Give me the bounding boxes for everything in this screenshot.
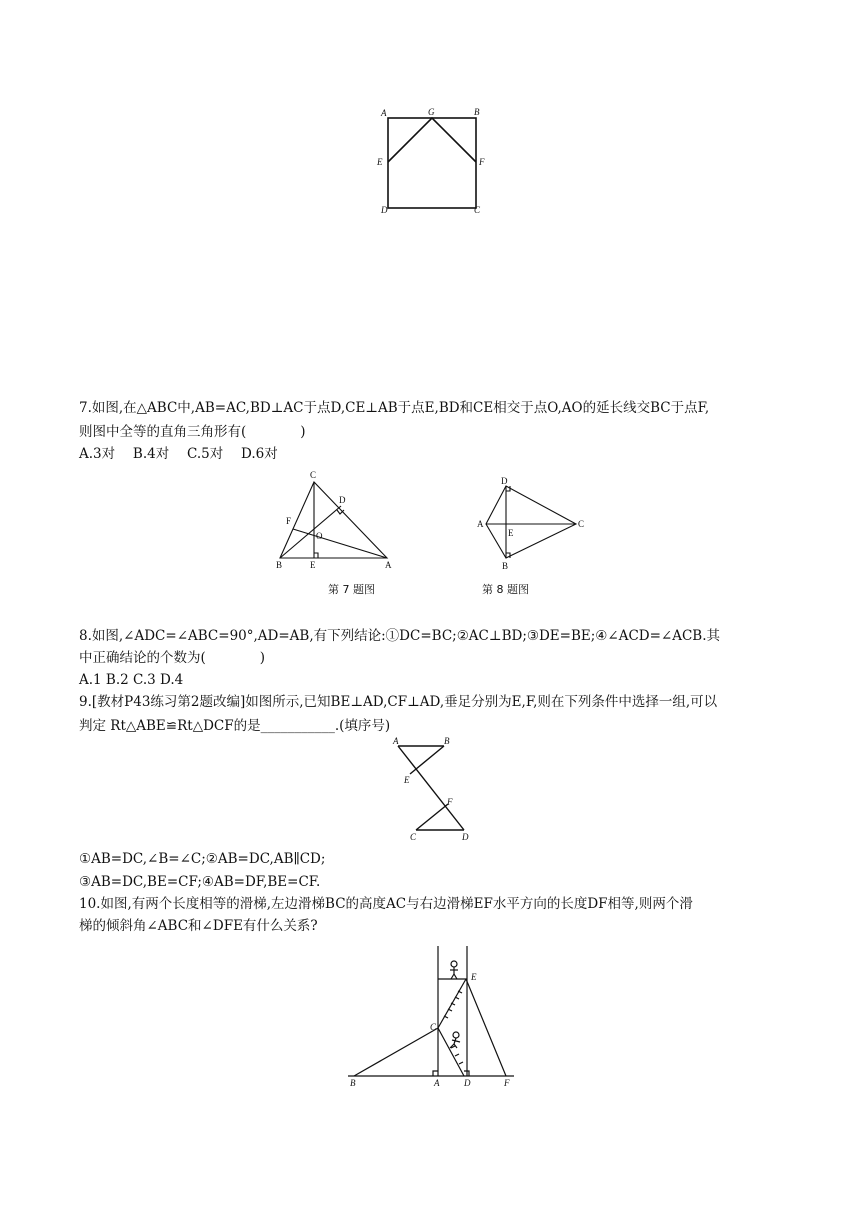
- q10-line2: 梯的倾斜角∠ABC和∠DFE有什么关系?: [79, 918, 318, 934]
- label-e: E: [310, 560, 316, 570]
- label-d: D: [501, 476, 508, 486]
- label-c: C: [430, 1022, 437, 1032]
- label-b: B: [474, 107, 480, 117]
- q7-options: A.3对 B.4对 C.5对 D.6对: [79, 446, 278, 462]
- q10-line1: 10.如图,有两个长度相等的滑梯,左边滑梯BC的高度AC与右边滑梯EF水平方向的长度DF相等,则两个滑: [79, 896, 693, 912]
- q9-line2: 判定 Rt△ABE≌Rt△DCF的是___________.(填序号): [79, 718, 391, 734]
- label-c: C: [474, 205, 481, 215]
- label-g: G: [428, 107, 435, 117]
- q9-line1: 9.[教材P43练习第2题改编]如图所示,已知BE⊥AD,CF⊥AD,垂足分别为E,F,则在下列条件中选择一组,可以: [79, 694, 718, 710]
- fig10-slides: [344, 940, 524, 1090]
- label-e: E: [404, 775, 410, 785]
- label-d: D: [462, 832, 469, 842]
- label-b: B: [502, 561, 509, 571]
- label-e: E: [377, 157, 383, 167]
- label-b: B: [444, 736, 450, 746]
- label-a: A: [434, 1078, 440, 1088]
- label-b: B: [276, 560, 283, 570]
- label-d: D: [381, 205, 388, 215]
- label-f: F: [447, 797, 453, 807]
- label-a: A: [393, 736, 399, 746]
- label-a: A: [381, 108, 387, 118]
- q8-line2: 中正确结论的个数为( ): [79, 650, 266, 666]
- q8-options: A.1 B.2 C.3 D.4: [79, 672, 184, 688]
- label-d: D: [339, 495, 346, 505]
- label-d: D: [464, 1078, 471, 1088]
- label-c: C: [310, 470, 317, 480]
- label-b: B: [350, 1078, 356, 1088]
- label-a: A: [477, 519, 484, 529]
- label-c: C: [410, 832, 417, 842]
- fig7-caption: 第 7 题图: [328, 583, 375, 596]
- fig8-caption: 第 8 题图: [482, 583, 529, 596]
- q9-option-line2: ③AB=DC,BE=CF;④AB=DF,BE=CF.: [79, 874, 321, 890]
- q9-option-line1: ①AB=DC,∠B=∠C;②AB=DC,AB∥CD;: [79, 851, 326, 867]
- fig9-figure: [386, 736, 482, 848]
- label-o: O: [316, 531, 323, 541]
- label-f: F: [504, 1078, 510, 1088]
- fig7-triangle: [268, 468, 408, 572]
- label-a: A: [385, 560, 392, 570]
- q8-line1: 8.如图,∠ADC=∠ABC=90°,AD=AB,有下列结论:①DC=BC;②AC⊥BD;③DE=BE;④∠ACD=∠ACB.其: [79, 628, 721, 644]
- label-e: E: [471, 972, 477, 982]
- label-c: C: [578, 519, 585, 529]
- q7-line2: 则图中全等的直角三角形有( ): [79, 424, 306, 440]
- label-f: F: [286, 516, 292, 526]
- square-figure: [370, 104, 490, 220]
- label-f: F: [479, 157, 485, 167]
- label-e: E: [508, 528, 514, 538]
- q7-line1: 7.如图,在△ABC中,AB=AC,BD⊥AC于点D,CE⊥AB于点E,BD和CE相交于点O,AO的延长线交BC于点F,: [79, 400, 710, 416]
- fig8-kite: [472, 474, 592, 574]
